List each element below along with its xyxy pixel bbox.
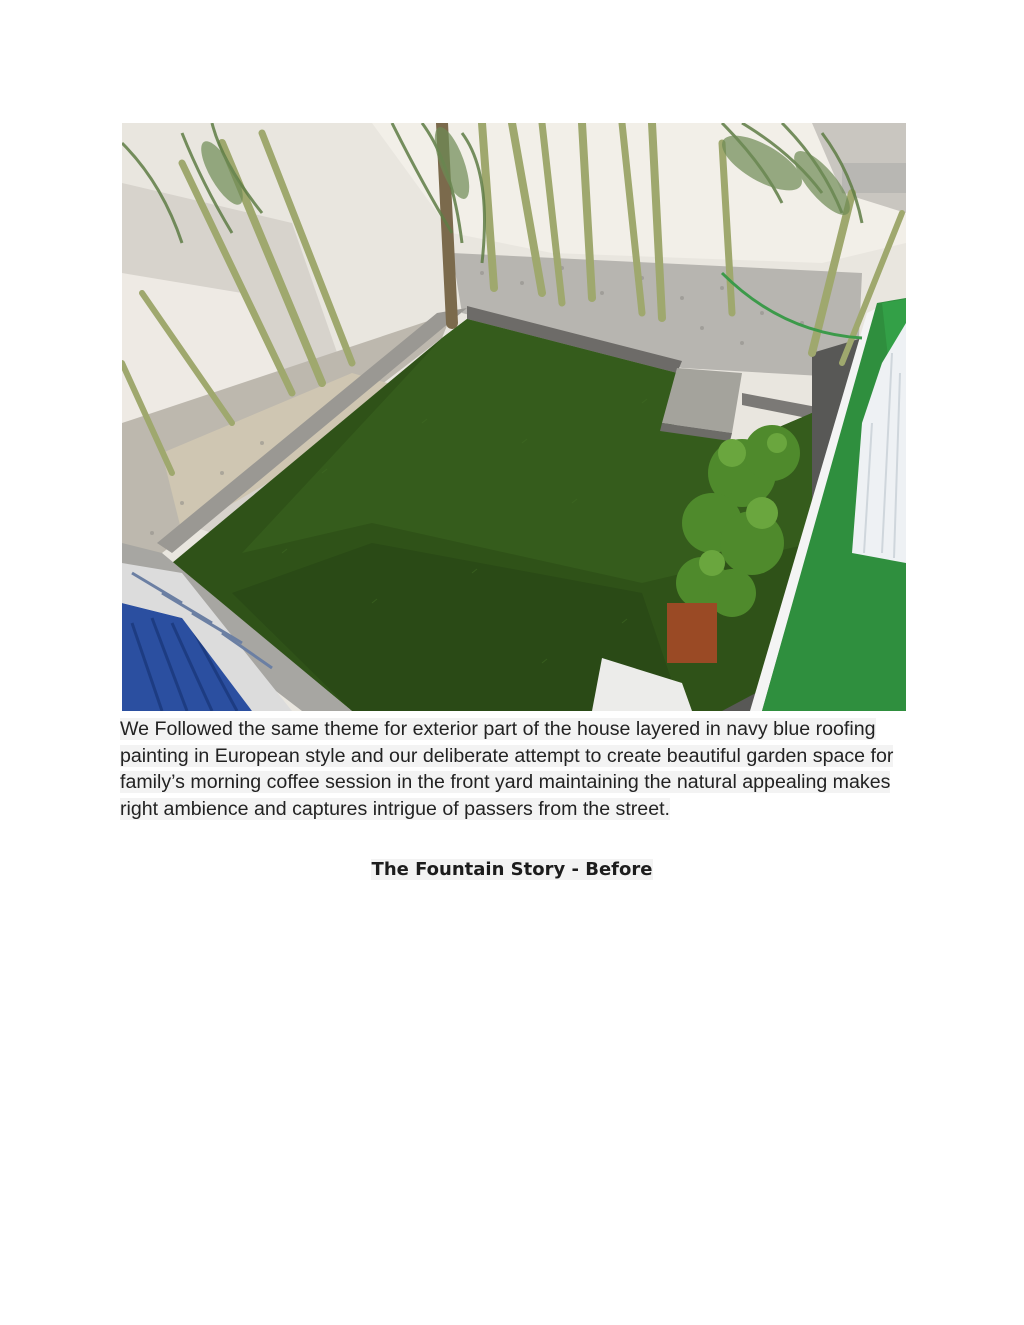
description-text: We Followed the same theme for exterior part of the house layered in navy blue roofing painting in European style and our deliberate attempt to create beautiful garden space for family’s morning coffee session in the front yard maintaining the natural appealing makes right ambience and captures intrigue of passers from the street.	[120, 718, 894, 820]
section-heading-text: The Fountain Story - Before	[371, 859, 653, 880]
garden-photo-illustration	[122, 123, 906, 711]
description-paragraph	[120, 716, 910, 822]
garden-photo	[122, 123, 906, 711]
section-heading	[0, 857, 1024, 883]
